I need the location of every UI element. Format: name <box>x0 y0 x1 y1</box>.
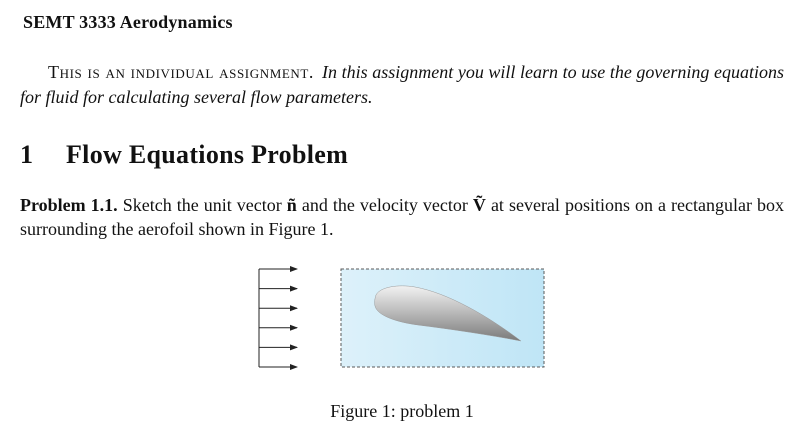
figure-drawing <box>250 260 560 378</box>
intro-lead: This is an individual assignment. <box>48 62 315 82</box>
section-title-text: Flow Equations Problem <box>66 140 349 169</box>
course-title: SEMT 3333 Aerodynamics <box>23 12 233 32</box>
section-number: 1 <box>20 140 34 169</box>
figure-1 <box>250 260 560 378</box>
problem-statement <box>20 193 784 241</box>
unit-vector-symbol: ñ <box>286 195 297 215</box>
problem-text-3: at several positions on a rectangular box surrounding the aerofoil shown in Figure 1. <box>20 195 785 239</box>
figure-caption: Figure 1: problem 1 <box>330 401 474 421</box>
inflow-arrows <box>259 269 297 367</box>
problem-label: Problem 1.1. <box>20 195 118 215</box>
assignment-intro <box>20 60 784 110</box>
velocity-vector-symbol: Ṽ <box>472 195 486 215</box>
intro-body: In this assignment you will learn to use the governing equations for fluid for calculating several flow parameters. <box>20 62 784 107</box>
problem-text-1: Sketch the unit vector <box>122 195 282 215</box>
section-heading <box>20 140 348 170</box>
problem-text-2: and the velocity vector <box>301 195 468 215</box>
